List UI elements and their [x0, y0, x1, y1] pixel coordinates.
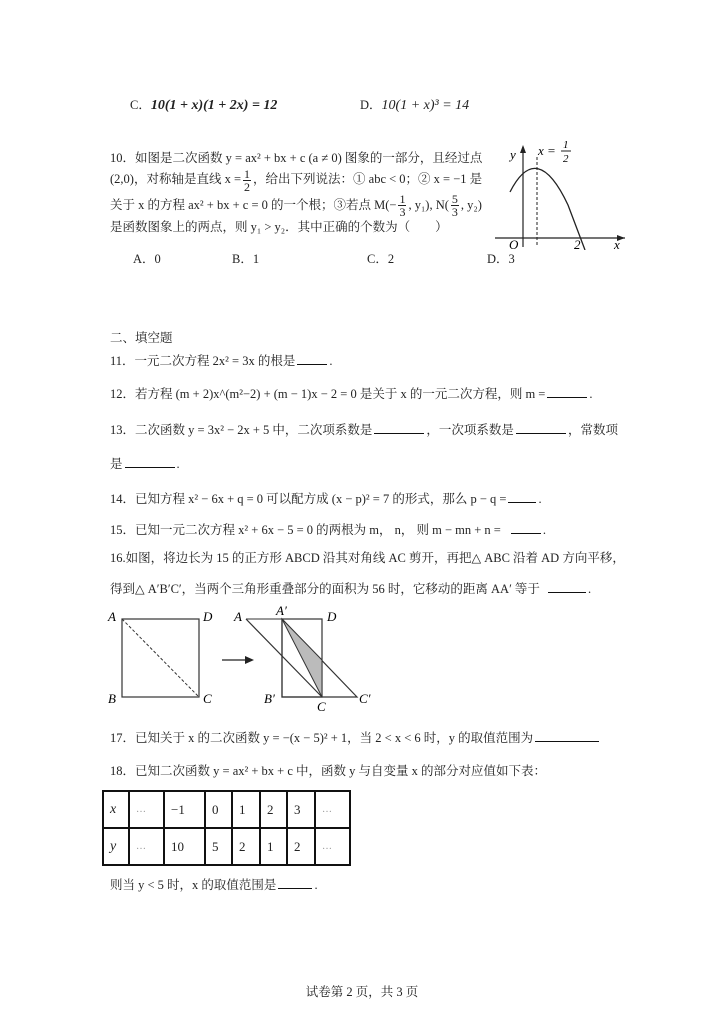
q10-line3 — [110, 193, 485, 219]
question-text: 已知方程 x² − 6x + q = 0 可以配方成 (x − p)² = 7 的形式，那么 p − q = — [135, 492, 507, 506]
question-number: 17． — [110, 731, 136, 745]
text: , y₂) — [460, 197, 482, 212]
q18 — [110, 763, 546, 779]
q12 — [110, 385, 592, 402]
table-cell: 1 — [260, 828, 287, 865]
q15 — [110, 521, 546, 538]
symmetry-numerator: 1 — [563, 139, 569, 151]
table-cell: 5 — [205, 828, 232, 865]
table-cell: 2 — [287, 828, 315, 865]
q9-option-d — [360, 97, 469, 114]
text: . — [542, 523, 546, 537]
option-text: 10(1 + x)(1 + 2x) = 12 — [150, 98, 278, 113]
answer-blank[interactable] — [547, 385, 587, 398]
question-number: 13． — [110, 423, 136, 437]
section-title: 二、填空题 — [110, 331, 173, 345]
question-text: 已知关于 x 的二次函数 y = −(x − 5)² + 1，当 2 < x < 6 时，y 的取值范围为 — [135, 731, 534, 745]
text: . — [329, 354, 333, 368]
question-number: 16. — [110, 551, 126, 565]
denominator: 3 — [399, 205, 406, 220]
question-number: 10． — [110, 151, 136, 165]
root-label: 2 — [574, 237, 581, 250]
text: 关于 x 的方程 ax² + bx + c = 0 的一个根；③若点 M(− — [110, 197, 397, 212]
answer-blank[interactable] — [511, 521, 541, 534]
table-cell: 2 — [260, 791, 287, 828]
question-text: 二次函数 y = 3x² − 2x + 5 中，二次项系数是 — [135, 423, 373, 437]
table-cell: −1 — [164, 791, 205, 828]
text: , y₁), N( — [408, 197, 449, 212]
text: ，常数项 — [567, 423, 618, 437]
answer-blank[interactable] — [508, 490, 536, 503]
q16-line2 — [110, 580, 591, 597]
q10-line4 — [110, 218, 485, 236]
table-cell: … — [129, 828, 164, 865]
text: . — [176, 457, 180, 471]
question-text: 如图，将边长为 15 的正方形 ABCD 沿其对角线 AC 剪开，再把△ ABC 沿着 AD 方向平移， — [125, 551, 625, 565]
fraction — [243, 168, 251, 193]
label-d: D — [203, 609, 213, 624]
q13 — [110, 421, 618, 438]
question-text: 是函数图象上的两点，则 y₁ > y₂．其中正确的个数为（ ） — [110, 220, 448, 235]
table-row — [103, 828, 350, 865]
table-cell: … — [315, 791, 350, 828]
q10-option-c[interactable]: C．2 — [367, 252, 395, 267]
overlap-outline — [282, 619, 322, 697]
q10-option-a[interactable]: A．0 — [133, 252, 161, 267]
q11 — [110, 352, 332, 369]
square-translation-figure — [100, 605, 380, 713]
table-cell: x — [103, 791, 129, 828]
label-d: D — [327, 609, 337, 624]
origin-label: O — [509, 237, 519, 250]
question-number: 14． — [110, 492, 136, 506]
diagonal-ac — [122, 619, 199, 697]
text: ，给出下列说法：① abc < 0；② x = −1 是 — [253, 172, 483, 186]
question-text: 若方程 (m + 2)x^(m²−2) + (m − 1)x − 2 = 0 是关于 x 的一元二次方程，则 m = — [135, 387, 546, 401]
label-a-prime: A′ — [276, 605, 287, 618]
answer-blank[interactable] — [297, 352, 327, 365]
text: (2,0)，对称轴是直线 x = — [110, 172, 242, 186]
q10-option-d[interactable]: D．3 — [487, 252, 515, 267]
table-cell: 1 — [232, 791, 260, 828]
label-a: A — [108, 609, 116, 624]
table-cell: 10 — [164, 828, 205, 865]
text: 是 — [110, 457, 123, 471]
table-cell: … — [315, 828, 350, 865]
fraction — [451, 193, 459, 218]
question-number: 11． — [110, 354, 135, 368]
question-number: 15． — [110, 523, 136, 537]
label-c-prime: C′ — [359, 691, 371, 706]
numerator: 1 — [399, 192, 406, 207]
numerator: 5 — [451, 192, 458, 207]
page-footer: 试卷第 2 页，共 3 页 — [305, 985, 419, 999]
option-label: D． — [360, 98, 382, 112]
table-cell: 2 — [232, 828, 260, 865]
text: . — [587, 582, 592, 596]
parabola-graph — [490, 135, 630, 250]
value-table — [102, 790, 351, 866]
question-number: 18． — [110, 764, 136, 778]
label-a: A — [234, 609, 242, 624]
table-cell: y — [103, 828, 129, 865]
answer-blank[interactable] — [278, 876, 312, 889]
question-text: 得到△ A′B′C′，当两个三角形重叠部分的面积为 56 时，它移动的距离 AA′ 等于 — [110, 582, 540, 596]
q10-line1 — [110, 149, 485, 167]
q16-line1 — [110, 550, 625, 566]
question-number: 12． — [110, 387, 136, 401]
answer-blank[interactable] — [535, 729, 599, 742]
table-cell: 3 — [287, 791, 315, 828]
question-text: 如图是二次函数 y = ax² + bx + c (a ≠ 0) 图象的一部分，且经过点 — [135, 151, 483, 165]
answer-blank[interactable] — [374, 421, 424, 434]
label-b-prime: B′ — [264, 691, 275, 706]
question-text: 已知一元二次方程 x² + 6x − 5 = 0 的两根为 m， n， 则 m − mn + n = — [135, 523, 501, 537]
question-text: 则当 y < 5 时，x 的取值范围是 — [110, 878, 277, 892]
q10-line2 — [110, 167, 485, 193]
q14 — [110, 490, 542, 507]
answer-blank[interactable] — [516, 421, 566, 434]
answer-blank[interactable] — [548, 580, 586, 593]
text: . — [314, 878, 318, 892]
x-label: x — [614, 237, 620, 250]
label-b: B — [108, 691, 116, 706]
symmetry-denominator: 2 — [563, 153, 569, 165]
question-text: 一元二次方程 2x² = 3x 的根是 — [134, 354, 296, 368]
answer-blank[interactable] — [125, 455, 175, 468]
q10-options — [110, 250, 630, 268]
arrow-head-icon — [245, 656, 254, 664]
fraction — [398, 193, 406, 218]
question-text: 已知二次函数 y = ax² + bx + c 中，函数 y 与自变量 x 的部分对应值如下表： — [135, 764, 547, 778]
q10-option-b[interactable]: B．1 — [232, 252, 260, 267]
denominator: 3 — [451, 205, 458, 220]
denominator: 2 — [244, 179, 251, 194]
q17 — [110, 729, 601, 746]
symmetry-label: x = — [538, 143, 556, 158]
label-c: C — [203, 691, 212, 706]
q13-line2 — [110, 455, 180, 472]
table-cell: 0 — [205, 791, 232, 828]
text: . — [589, 387, 593, 401]
numerator: 1 — [244, 166, 251, 181]
table-row — [103, 791, 350, 828]
y-label: y — [510, 147, 516, 162]
text: ，一次项系数是 — [426, 423, 514, 437]
text: . — [538, 492, 542, 506]
option-text: 10(1 + x)³ = 14 — [381, 98, 470, 113]
label-c: C — [317, 699, 326, 713]
option-label: C． — [130, 98, 151, 112]
q18-after — [110, 876, 318, 893]
q9-option-c — [130, 97, 277, 114]
y-axis-arrow — [520, 145, 526, 153]
table-cell: … — [129, 791, 164, 828]
